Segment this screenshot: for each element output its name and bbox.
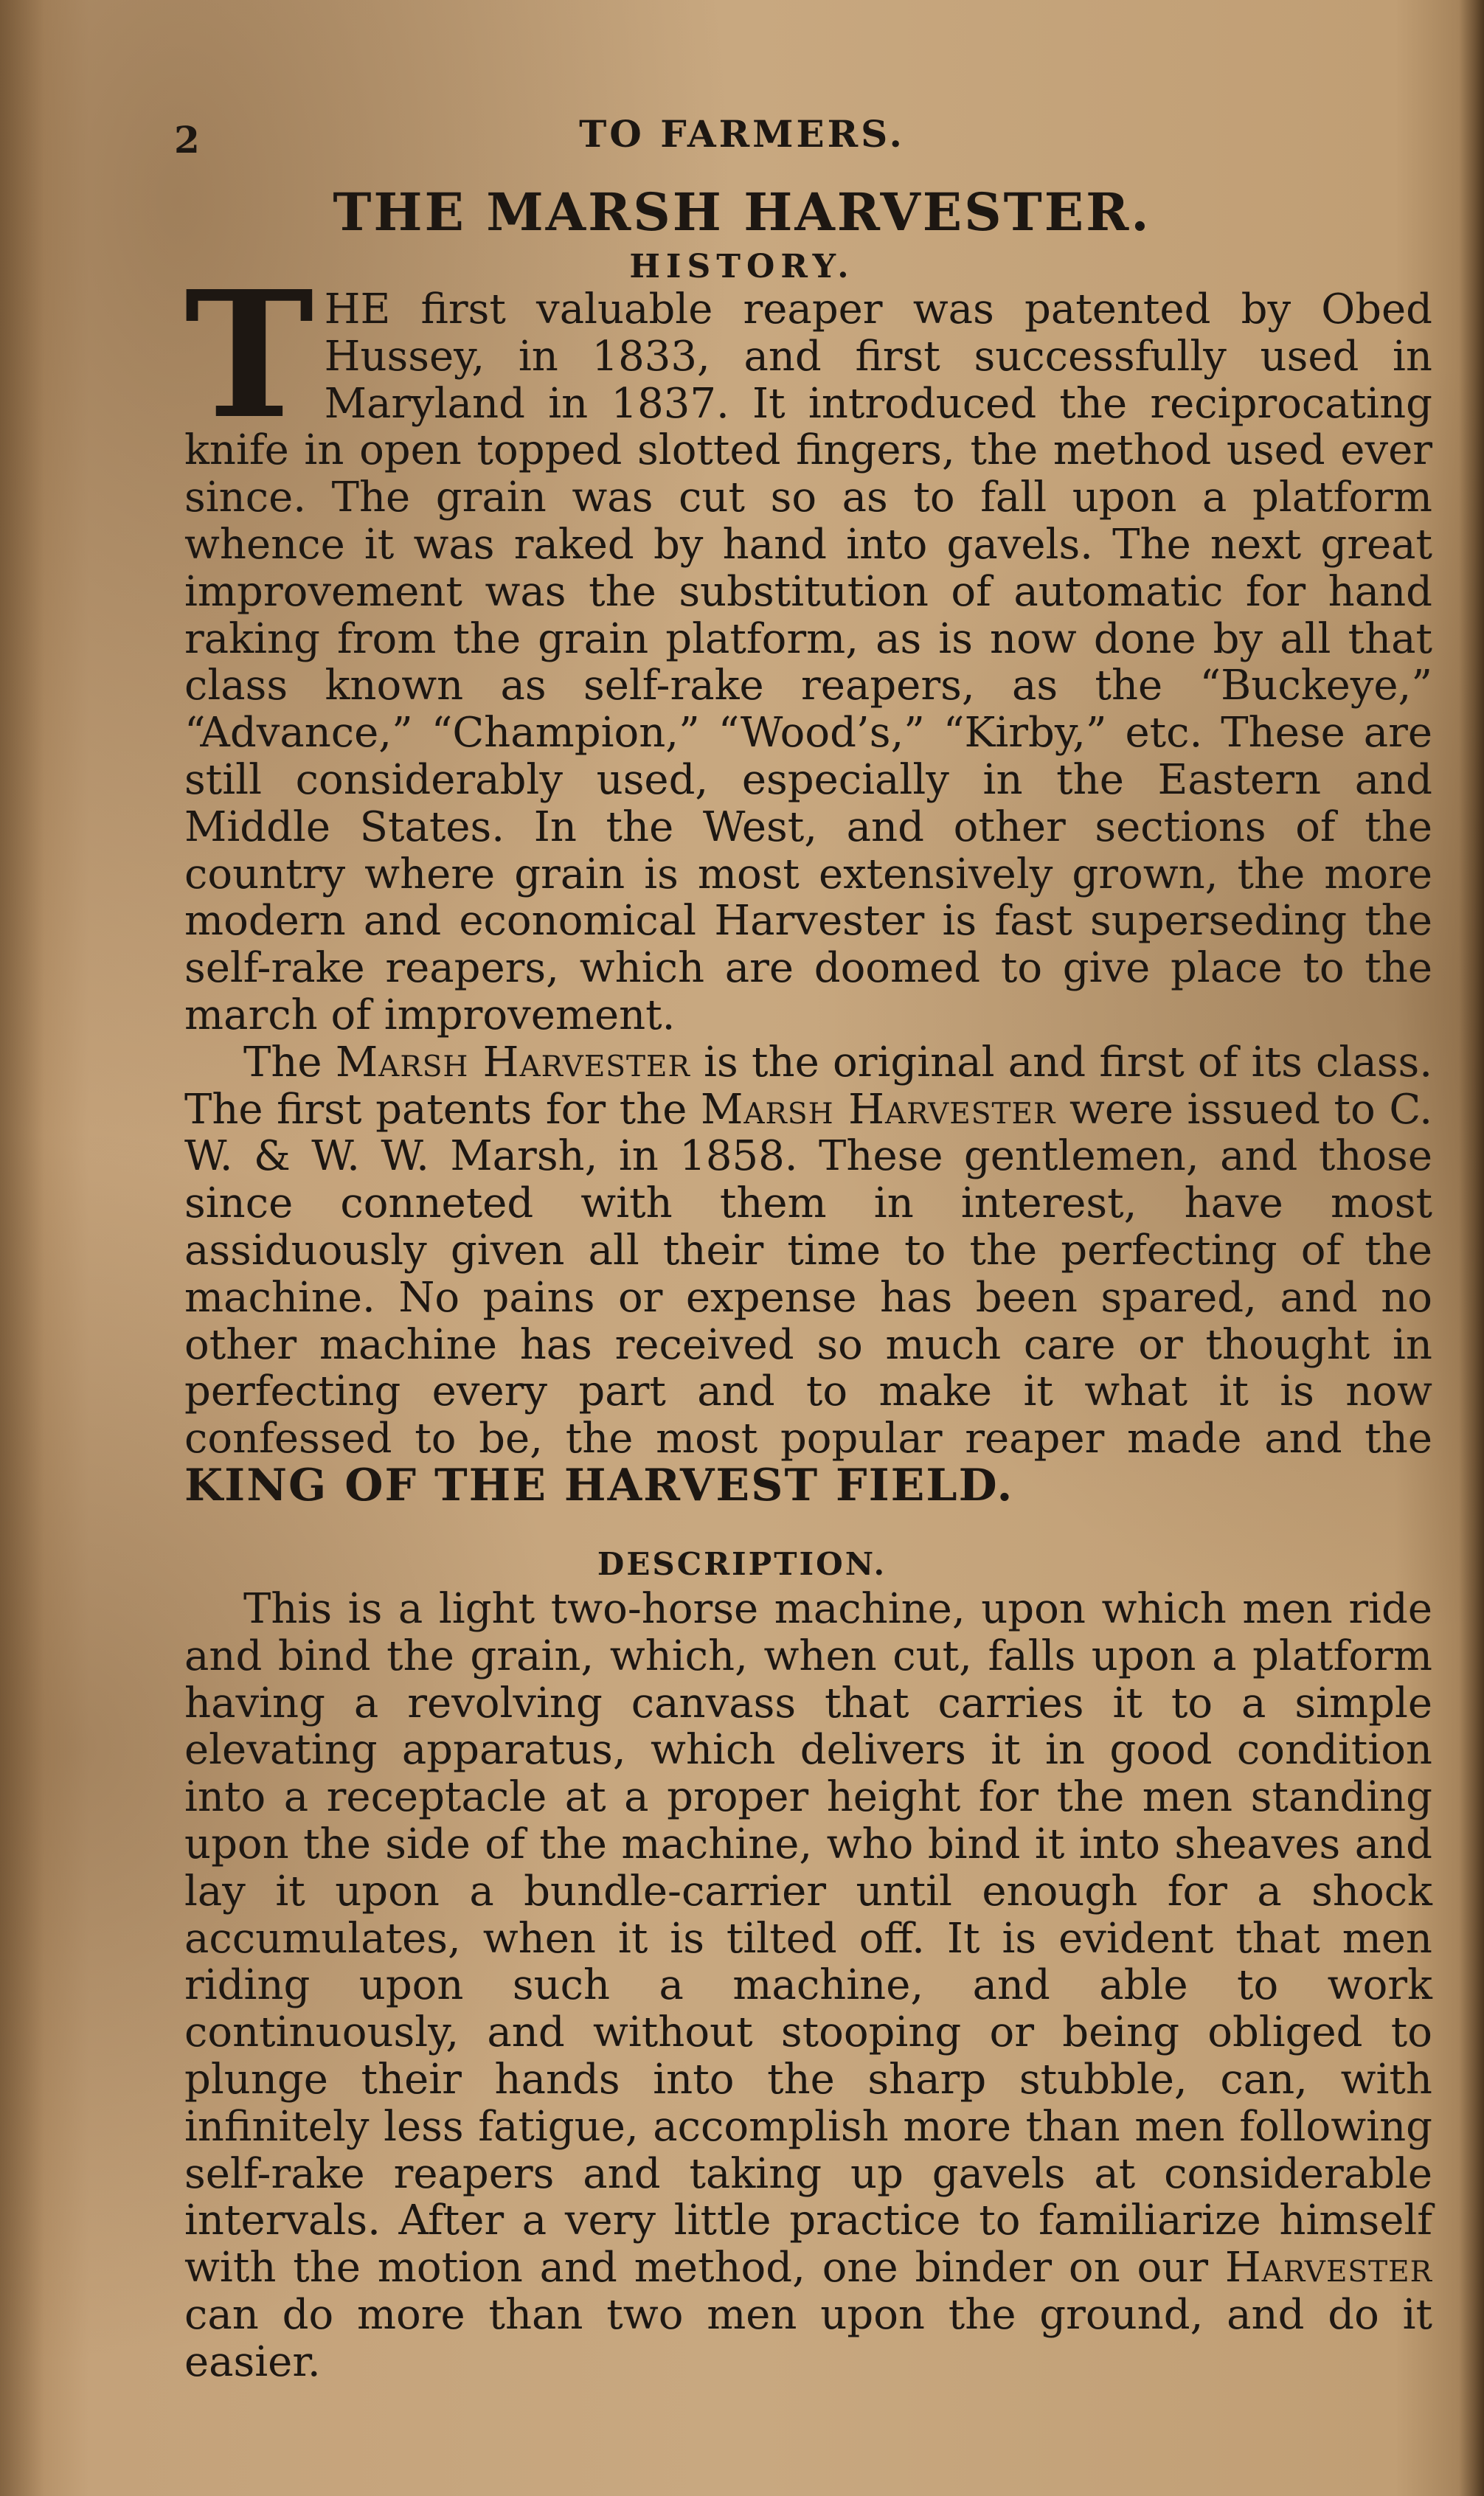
history-heading: HISTORY. xyxy=(629,248,855,285)
running-head: TO FARMERS. xyxy=(579,112,905,156)
page-edge-shadow-right xyxy=(1459,0,1484,2496)
marsh-harvester-name-2: Marsh Harvester xyxy=(700,1085,1056,1134)
description-text-start: This is a light two-horse machine, upon which men ride and bind the grain, which, when cut, falls upon a platform having a revolving canvass that carries it to a simple elevating apparatus, which delivers it in good condition into a receptacle at a proper height for the men standing upon the side of the machine, who bind it into sheaves and lay it upon a bundle-carrier until enough for a shock accumulates, when it is tilted off. It is evident that men riding upon such a machine, and able to work continuously, and without stooping or being obliged to plunge their hands into the sharp stubble, can, with infinitely less fatigue, accomplish more than men following self-rake reapers and taking up gavels at considerable intervals. After a very little practice to familiarize himself with the motion and method, one binder on our xyxy=(184,1585,1432,2292)
description-text-end: can do more than two men upon the ground, and do it easier. xyxy=(184,2290,1432,2386)
history-p2-middle1: is the original and first of its class. The first patents for the xyxy=(184,1038,1432,1134)
description-section xyxy=(184,1586,1432,2386)
page-edge-shadow-left xyxy=(0,0,44,2496)
drop-cap: T xyxy=(184,252,314,457)
harvester-name: Harvester xyxy=(1224,2244,1432,2292)
description-paragraph xyxy=(184,1586,1432,2386)
history-paragraph-1-text: HE first valuable reaper was patented by Obed Hussey, in 1833, and first successfully used in Maryland in 1837. It introduced the reciprocating knife in open topped slotted fingers, the method used ever since. The grain was cut so as to fall upon a platform whence it was raked by hand into gavels. The next great improvement was the substitution of automatic for hand raking from the grain platform, as is now done by all that class known as self-rake reapers, as the “Buckeye,” “Advance,” “Champion,” “Wood’s,” “Kirby,” etc. These are still considerably used, especially in the Eastern and Middle States. In the West, and other sections of the country where grain is most extensively grown, the more modern and economical Harvester is fast superseding the self-rake reapers, which are doomed to give place to the march of improvement. xyxy=(184,285,1432,1039)
page-number: 2 xyxy=(174,118,200,162)
article-title: THE MARSH HARVESTER. xyxy=(333,181,1151,243)
marsh-harvester-name: Marsh Harvester xyxy=(335,1038,690,1086)
history-paragraph-2 xyxy=(184,1039,1432,1511)
king-of-the-harvest-field: KING OF THE HARVEST FIELD. xyxy=(184,1459,1014,1511)
history-p2-start: The xyxy=(243,1038,336,1086)
history-p2-middle2: were issued to C. W. & W. W. Marsh, in 1858. These gentlemen, and those since conneted with them in interest, have most assiduously given all their time to the perfecting of the machine. No pains or expense has been spared, and no other machine has received so much care or thought in perfecting every part and to make it what it is now confessed to be, the most popular reaper made and the xyxy=(184,1085,1432,1463)
description-heading: DESCRIPTION. xyxy=(597,1546,887,1582)
